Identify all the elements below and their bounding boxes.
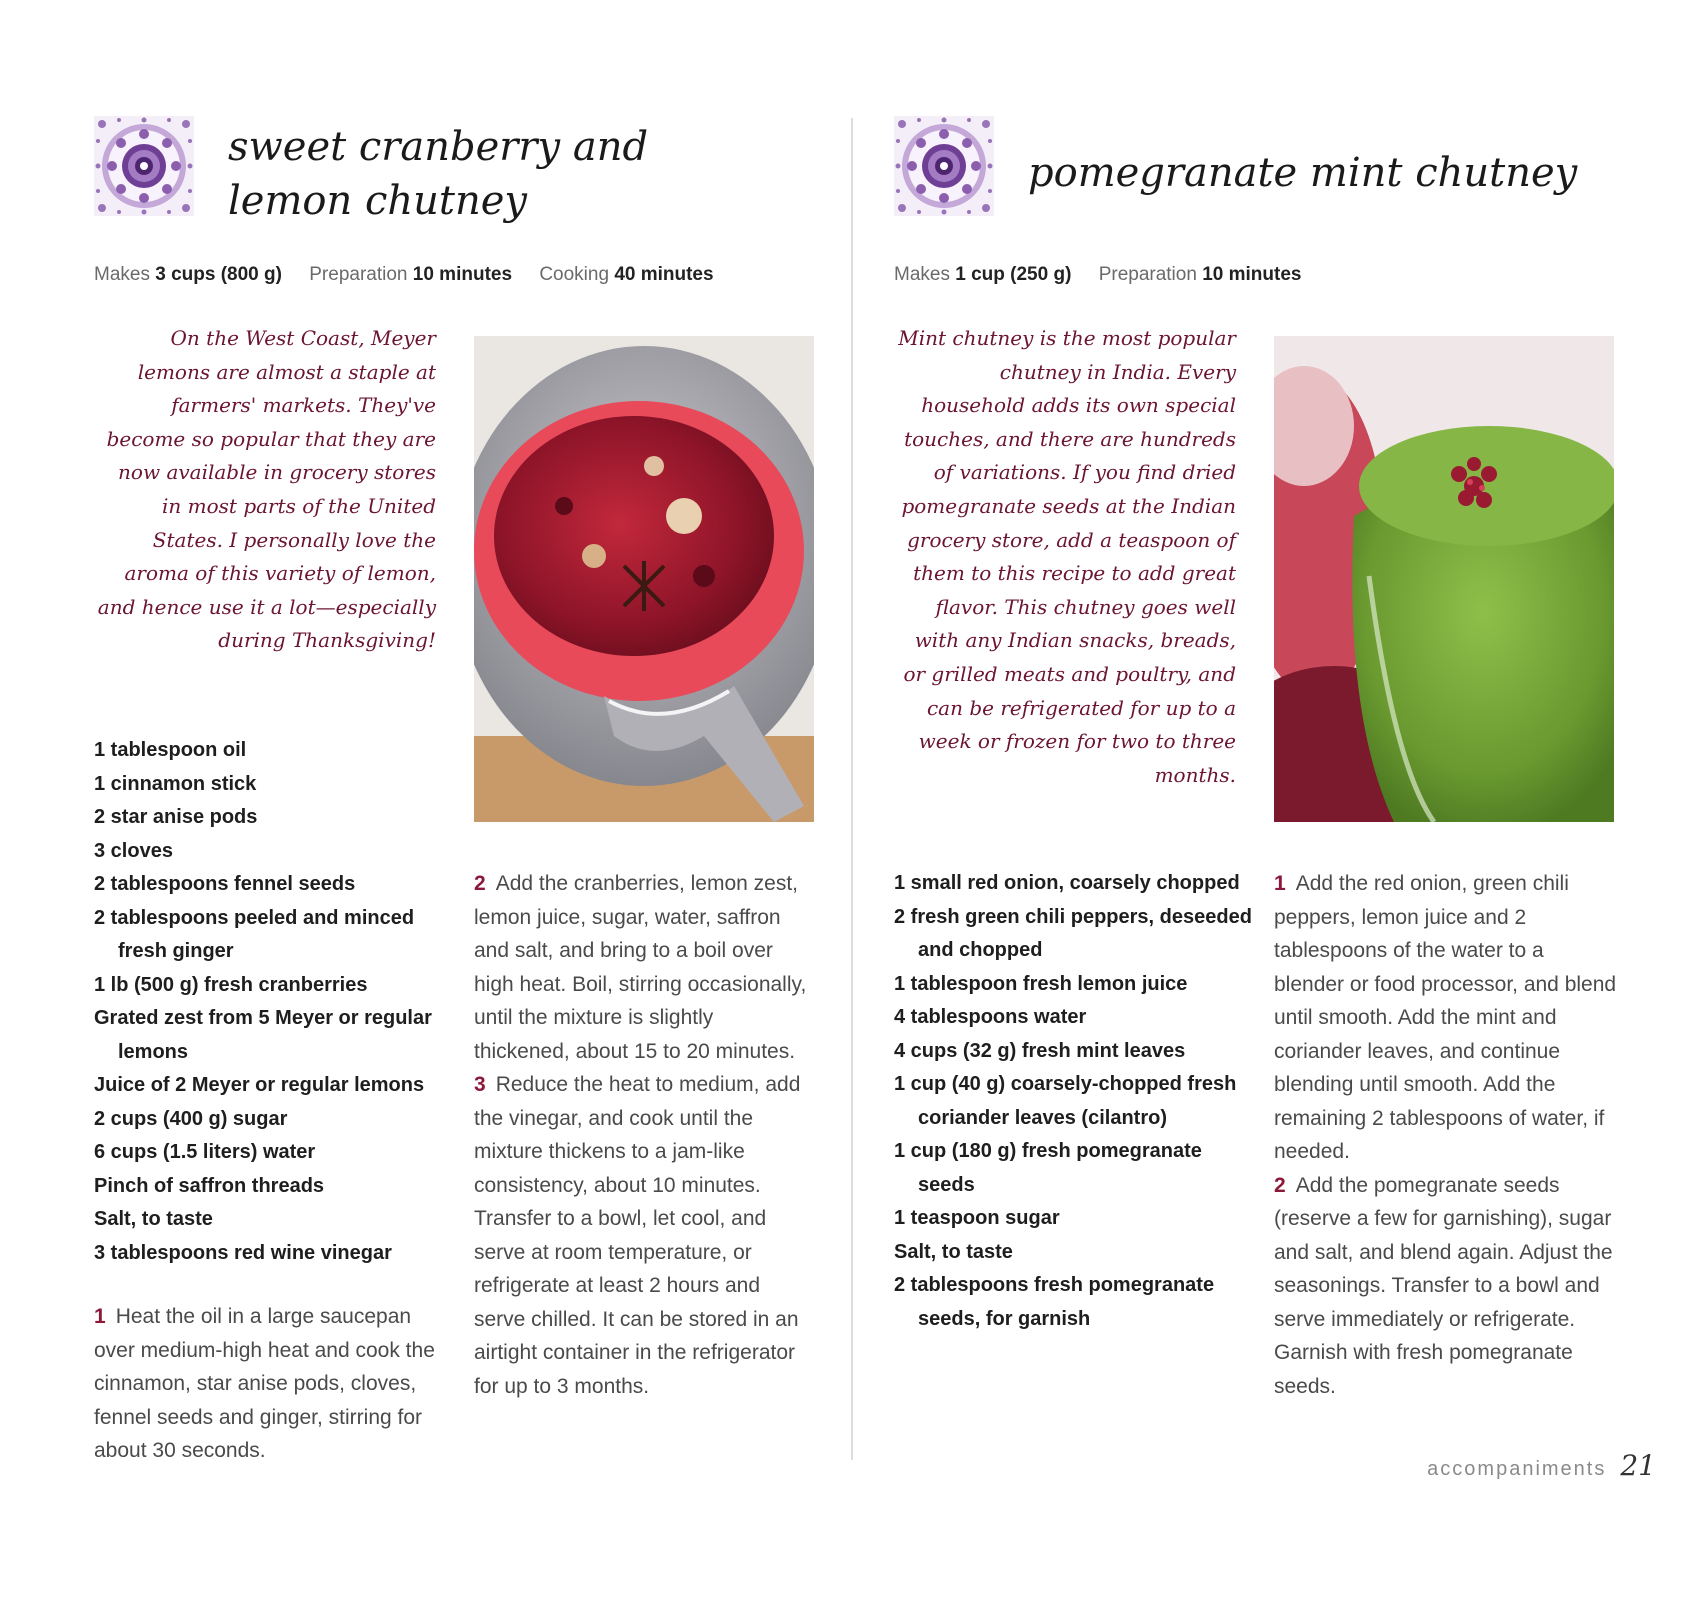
makes-value: 3 cups (800 g) [155, 264, 282, 285]
method-step [1274, 867, 1619, 1169]
method-step [474, 1068, 814, 1403]
makes-label: Makes [894, 264, 950, 285]
ingredient-list [894, 867, 1254, 1336]
step-text: Add the red onion, green chili peppers, lemon juice and 2 tablespoons of the water to a blender or food processor, and blend until smooth. Add the mint and coriander leaves, and continue blending until smooth. Add the remaining 2 tablespoons of water, if needed. [1274, 872, 1617, 1163]
method-steps [474, 867, 814, 1403]
step-text: Add the pomegranate seeds (reserve a few for garnishing), sugar and salt, and blend again. Adjust the seasonings. Transfer to a bowl and serve immediately or refrigerate. Garnish with fresh pomegranate seeds. [1274, 1173, 1613, 1398]
recipe-meta [894, 264, 1323, 286]
prep-value: 10 minutes [412, 264, 513, 285]
ingredient-item: 2 star anise pods [94, 806, 258, 828]
recipe-title [1028, 146, 1577, 200]
ingredient-item: 2 tablespoons peeled and minced fresh ginger [94, 906, 415, 962]
ingredient-item: 4 cups (32 g) fresh mint leaves [894, 1039, 1186, 1062]
ingredient-item: 1 cup (180 g) fresh pomegranate seeds [894, 1140, 1202, 1196]
makes-value: 1 cup (250 g) [955, 264, 1072, 285]
method-step [94, 1300, 444, 1468]
mint-chutney-photo [1274, 336, 1614, 822]
ingredient-item: 3 cloves [94, 839, 173, 862]
ingredient-item: 2 tablespoons fennel seeds [94, 873, 356, 895]
cook-label: Cooking [539, 264, 610, 285]
makes-label: Makes [94, 264, 150, 285]
step-number: 3 [474, 1073, 486, 1096]
recipe-title [228, 120, 648, 228]
step-number: 2 [1274, 1173, 1286, 1197]
mandala-emblem-icon [894, 116, 994, 216]
recipe-intro: Mint chutney is the most popular chutney in India. Every household adds its own special touches, and there are hundreds of variations. If you find dried pomegranate seeds at the Indian grocery store, add a teaspoon of them to this recipe to add great flavor. This chutney goes well with any Indian snacks, breads, or grilled meats and poultry, and can be refrigerated for up to a week or frozen for two to three months. [898, 326, 1236, 787]
step-number: 1 [94, 1305, 106, 1328]
ingredient-item: 1 tablespoon oil [94, 739, 247, 761]
prep-value: 10 minutes [1202, 264, 1302, 285]
step-text: Reduce the heat to medium, add the vinegar, and cook until the mixture thickens to a jam-like consistency, about 10 minutes. Transfer to a bowl, let cool, and serve at room temperature, or refrigerate at least 2 hours and serve chilled. It can be stored in an airtight container in the refrigerator for up to 3 months. [474, 1073, 801, 1398]
step-text: Add the cranberries, lemon zest, lemon juice, sugar, water, saffron and salt, and bring to a boil over high heat. Boil, stirring occasionally, until the mixture is slightly thickened, about 15 to 20 minutes. [474, 872, 807, 1063]
recipe-intro: On the West Coast, Meyer lemons are almost a staple at farmers' markets. They've become so popular that they are now available in grocery stores in most parts of the United States. I personally love the aroma of this variety of lemon, and hence use it a lot—especially during Thanksgiving! [97, 326, 436, 653]
cranberry-chutney-photo [474, 336, 814, 822]
section-name: accompaniments [1427, 1458, 1607, 1480]
step-number: 2 [474, 872, 486, 895]
recipe-meta [94, 264, 736, 286]
ingredient-item: 1 tablespoon fresh lemon juice [894, 972, 1188, 995]
step-number: 1 [1274, 872, 1286, 895]
title-line-2: lemon chutney [228, 178, 527, 224]
ingredient-item: 2 tablespoons fresh pomegranate seeds, for garnish [894, 1274, 1215, 1330]
method-step [1274, 1169, 1619, 1404]
ingredient-list [94, 734, 454, 1270]
ingredient-item: 4 tablespoons water [894, 1006, 1087, 1028]
ingredient-item: 2 cups (400 g) sugar [94, 1107, 288, 1130]
ingredient-item: 1 lb (500 g) fresh cranberries [94, 973, 368, 996]
ingredient-item: Grated zest from 5 Meyer or regular lemons [94, 1007, 432, 1063]
method-steps [94, 1300, 444, 1468]
ingredient-item: Salt, to taste [94, 1208, 213, 1230]
ingredient-item: 1 cinnamon stick [94, 772, 257, 795]
ingredient-item: 1 cup (40 g) coarsely-chopped fresh coriander leaves (cilantro) [894, 1073, 1237, 1129]
cook-value: 40 minutes [614, 264, 714, 285]
ingredient-item: Juice of 2 Meyer or regular lemons [94, 1074, 425, 1096]
page-footer [1427, 1449, 1656, 1482]
ingredient-item: Pinch of saffron threads [94, 1174, 325, 1197]
ingredient-item: 1 small red onion, coarsely chopped [894, 872, 1240, 894]
ingredient-item: 2 fresh green chili peppers, deseeded and chopped [894, 905, 1252, 961]
prep-label: Preparation [309, 264, 408, 285]
ingredient-item: 1 teaspoon sugar [894, 1207, 1060, 1229]
column-divider [851, 118, 853, 1460]
title-line-1: pomegranate mint chutney [1028, 150, 1578, 196]
method-step [474, 867, 814, 1068]
ingredient-item: 3 tablespoons red wine vinegar [94, 1241, 392, 1264]
mandala-emblem-icon [94, 116, 194, 216]
page-number: 21 [1620, 1449, 1656, 1482]
title-line-1: sweet cranberry and [228, 124, 649, 170]
method-steps [1274, 867, 1619, 1403]
step-text: Heat the oil in a large saucepan over medium-high heat and cook the cinnamon, star anise pods, cloves, fennel seeds and ginger, stirring for about 30 seconds. [94, 1305, 435, 1462]
ingredient-item: 6 cups (1.5 liters) water [94, 1141, 316, 1163]
prep-label: Preparation [1098, 264, 1197, 285]
ingredient-item: Salt, to taste [894, 1240, 1013, 1263]
